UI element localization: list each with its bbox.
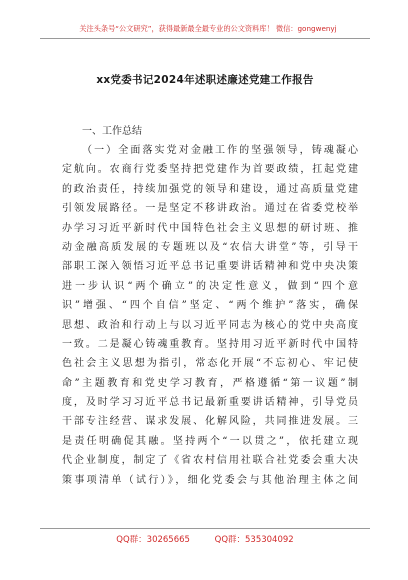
body-paragraph bbox=[62, 141, 358, 490]
paragraph-line: 度，及时学习习近平总书记最新重要讲话精神，引导党员 bbox=[62, 397, 358, 409]
paragraph-line: 干部专注经营、谋求发展、化解风险，共同推进发展。三 bbox=[62, 416, 358, 428]
paragraph-line: 进一步认识“两个确立”的决定性意义，做到“四个意 bbox=[62, 280, 358, 292]
paragraph-line: 命”主题教育和党史学习教育，严格遵循“第一议题”制 bbox=[62, 377, 358, 389]
paragraph-line: 是责任明确促其融。坚持两个“一以贯之”，依托建立现 bbox=[62, 435, 358, 447]
section-heading: 一、工作总结 bbox=[82, 126, 142, 137]
paragraph-line: 策事项清单（试行）》，细化党委会与其他治理主体之间 bbox=[62, 474, 358, 486]
footer-qq-group-2: QQ群：535304092 bbox=[214, 535, 294, 545]
paragraph-line: 引领发展路径。一是坚定不移讲政治。通过在省委党校举 bbox=[62, 203, 358, 215]
paragraph-line: 定航向。农商行党委坚持把党建作为首要政绩，扛起党建 bbox=[62, 164, 358, 176]
paragraph-line: （一）全面落实党对金融工作的坚强领导，铸魂凝心 bbox=[82, 145, 358, 156]
paragraph-line: 识”增强、“四个自信”坚定、“两个维护”落实，确保 bbox=[62, 300, 358, 312]
paragraph-line: 思想、政治和行动上与以习近平同志为核心的党中央高度 bbox=[62, 319, 358, 331]
footer bbox=[40, 533, 370, 545]
footer-qq-group-1: QQ群：30265665 bbox=[116, 535, 190, 545]
header-banner: 关注头条号“公文研究”，获得最新最全最专业的公文资料库！ 微信：gongwenyj bbox=[79, 24, 337, 33]
header-divider bbox=[40, 38, 370, 39]
paragraph-line: 办学习习近平新时代中国特色社会主义思想的研讨班、推 bbox=[62, 222, 358, 234]
paragraph-line: 部职工深入领悟习近平总书记重要讲话精神和党中央决策 bbox=[62, 261, 358, 273]
paragraph-line: 一致。二是凝心铸魂重教育。坚持用习近平新时代中国特 bbox=[62, 338, 358, 350]
paragraph-line: 色社会主义思想为指引，常态化开展“不忘初心、牢记使 bbox=[62, 358, 358, 370]
footer-divider bbox=[40, 528, 370, 529]
paragraph-line: 的政治责任，持续加强党的领导和建设，通过高质量党建 bbox=[62, 183, 358, 195]
document-title: xx党委书记2024年述职述廉述党建工作报告 bbox=[96, 74, 314, 86]
paragraph-line: 动金融高质发展的专题班以及“农信大讲堂”等，引导干 bbox=[62, 241, 358, 253]
paragraph-line: 代企业制度，制定了《省农村信用社联合社党委会重大决 bbox=[62, 455, 358, 467]
